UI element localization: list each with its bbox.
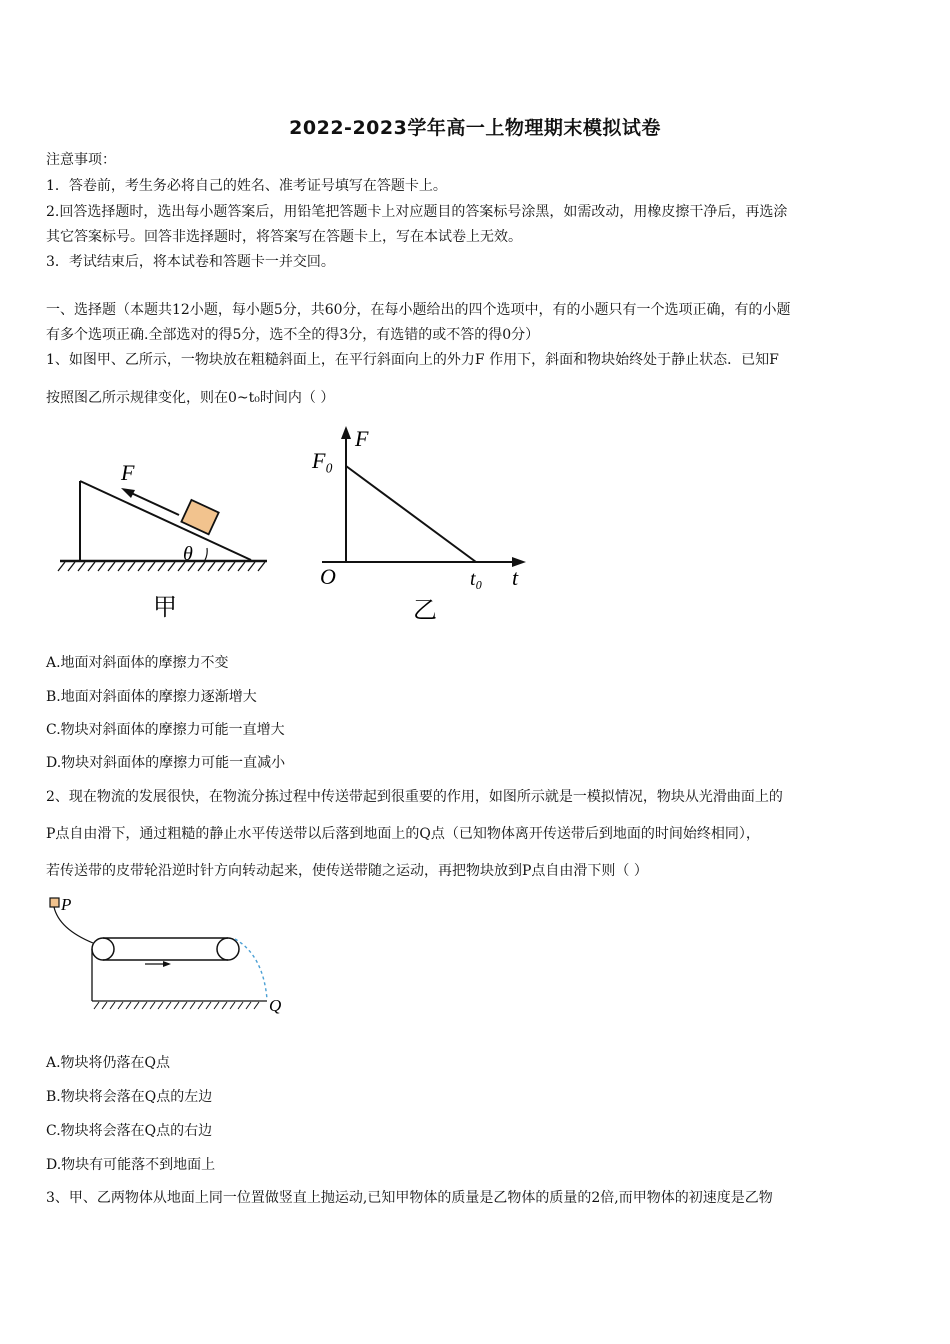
point-p-label: P xyxy=(61,895,72,914)
q2-option-b: B.物块将会落在Q点的左边 xyxy=(46,1089,213,1105)
smooth-curve xyxy=(54,907,93,943)
floor-hatching xyxy=(94,1002,259,1009)
x-axis-label: t xyxy=(512,565,519,590)
force-line xyxy=(346,466,476,562)
figure-caption-yi: 乙 xyxy=(413,598,437,624)
q2-option-a: A.物块将仍落在Q点 xyxy=(46,1055,171,1071)
point-q-label: Q xyxy=(269,996,282,1015)
q1-stem-line2: 按照图乙所示规律变化，则在0~t₀时间内（ ） xyxy=(46,390,335,406)
projectile-trajectory xyxy=(235,939,267,999)
block xyxy=(181,500,218,534)
q1-figure-graph xyxy=(300,422,540,627)
q2-figure-conveyor xyxy=(45,893,295,1018)
q2-stem-line2: P点自由滑下，通过粗糙的静止水平传送带以后落到地面上的Q点（已知物体离开传送带后到地面的时间始终相同）， xyxy=(46,826,760,842)
y-axis-arrow xyxy=(341,426,351,439)
notice-heading: 注意事项： xyxy=(46,152,116,168)
q1-option-d: D.物块对斜面体的摩擦力可能一直减小 xyxy=(46,755,286,771)
q2-option-c: C.物块将会落在Q点的右边 xyxy=(46,1123,213,1139)
q1-option-a: A.地面对斜面体的摩擦力不变 xyxy=(46,655,229,671)
angle-arc xyxy=(205,548,207,560)
x-tick-t0: t₀ xyxy=(470,568,483,590)
force-arrow-head xyxy=(121,488,135,498)
right-pulley xyxy=(217,938,239,960)
y-tick-f0: F₀ xyxy=(312,448,334,473)
notice-item-3: 3．考试结束后，将本试卷和答题卡一并交回。 xyxy=(46,254,335,270)
q1-figure-incline xyxy=(55,448,275,628)
left-pulley xyxy=(92,938,114,960)
q2-stem-line3: 若传送带的皮带轮沿逆时针方向转动起来，使传送带随之运动，再把物块放到P点自由滑下则（ ） xyxy=(46,863,648,879)
section-heading-line1: 一、选择题（本题共12小题，每小题5分，共60分，在每小题给出的四个选项中，有的小题只有一个选项正确，有的小题 xyxy=(46,302,791,318)
notice-item-2-cont: 其它答案标号。回答非选择题时，将答案写在答题卡上，写在本试卷上无效。 xyxy=(46,229,522,245)
page-title: 2022-2023学年高一上物理期末模拟试卷 xyxy=(289,117,661,139)
q1-option-b: B.地面对斜面体的摩擦力逐渐增大 xyxy=(46,689,257,705)
origin-label: O xyxy=(320,564,336,589)
figure-caption-jia: 甲 xyxy=(153,595,177,621)
y-axis-label: F xyxy=(355,426,369,451)
motion-arrow-head xyxy=(163,961,171,967)
angle-label: θ xyxy=(183,543,193,565)
incline-slope xyxy=(80,481,251,560)
q2-stem-line1: 2、现在物流的发展很快，在物流分拣过程中传送带起到很重要的作用，如图所示就是一模拟情况，物块从光滑曲面上的 xyxy=(46,789,783,805)
ground-hatching xyxy=(58,562,265,571)
notice-item-1: 1．答卷前，考生务必将自己的姓名、准考证号填写在答题卡上。 xyxy=(46,178,447,194)
q2-option-d: D.物块有可能落不到地面上 xyxy=(46,1157,216,1173)
force-label: F xyxy=(121,460,135,485)
q1-option-c: C.物块对斜面体的摩擦力可能一直增大 xyxy=(46,722,285,738)
section-heading-line2: 有多个选项正确.全部选对的得5分，选不全的得3分，有选错的或不答的得0分） xyxy=(46,327,540,343)
q1-stem-line1: 1、如图甲、乙所示，一物块放在粗糙斜面上，在平行斜面向上的外力F 作用下，斜面和物块始终处于静止状态．已知F xyxy=(46,352,779,368)
force-arrow-shaft xyxy=(129,492,179,515)
notice-item-2: 2.回答选择题时，选出每小题答案后，用铅笔把答题卡上对应题目的答案标号涂黑，如需改动，用橡皮擦干净后，再选涂 xyxy=(46,204,788,220)
block-at-p xyxy=(50,898,59,907)
q3-stem-line1: 3、甲、乙两物体从地面上同一位置做竖直上抛运动,已知甲物体的质量是乙物体的质量的2倍,而甲物体的初速度是乙物 xyxy=(46,1190,773,1206)
